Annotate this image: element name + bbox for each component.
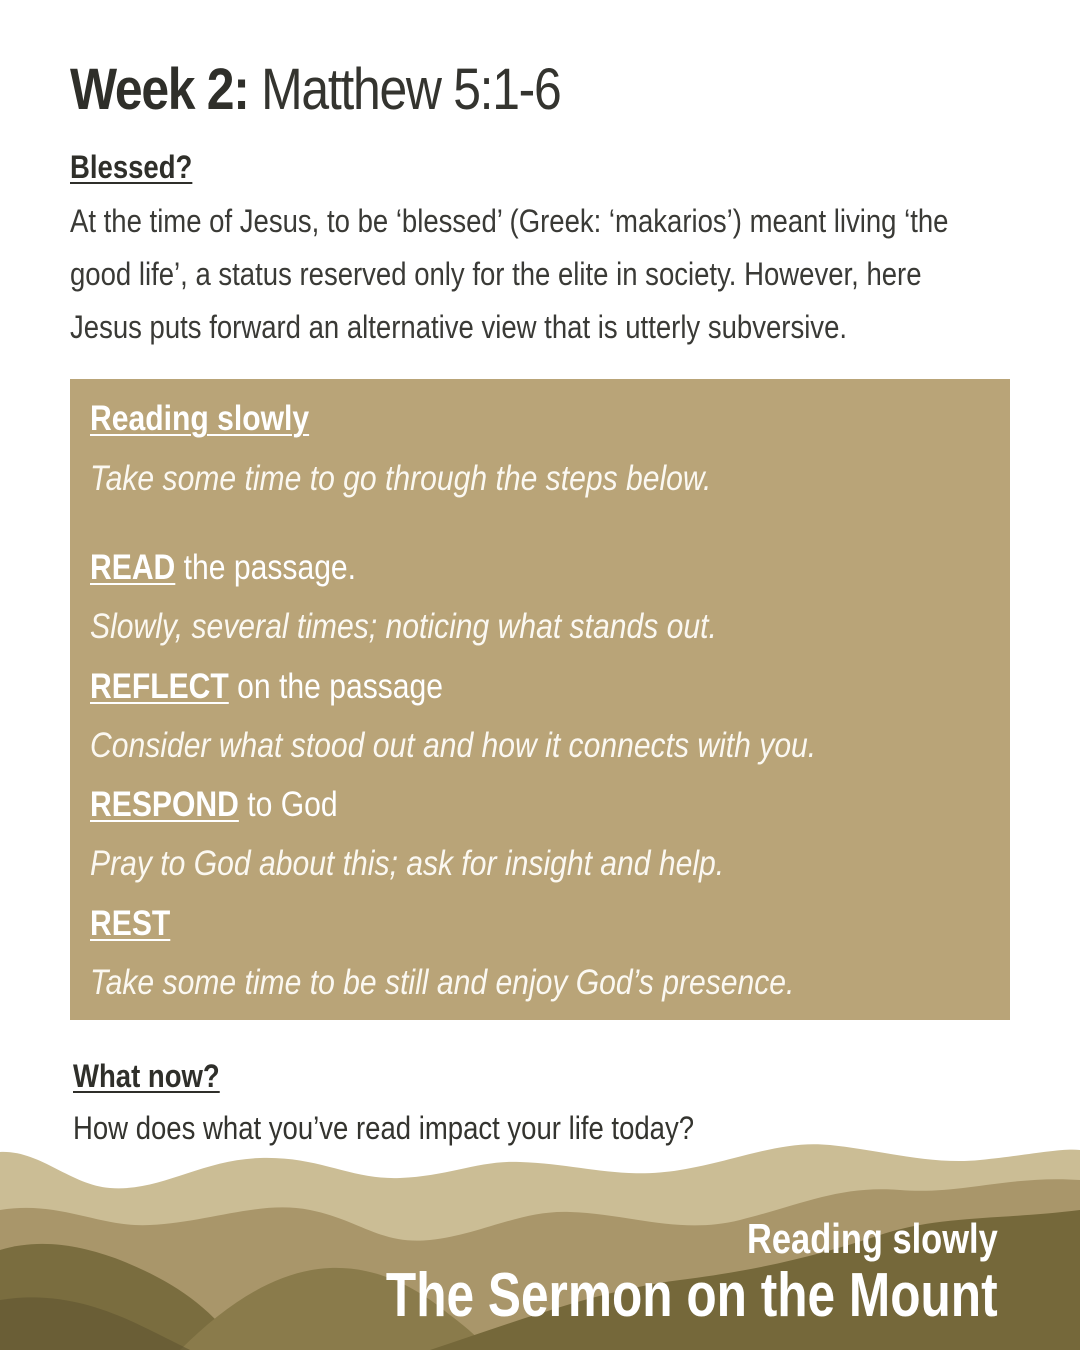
box-subtitle: Take some time to go through the steps below. [90,459,712,498]
intro-line: Jesus puts forward an alternative view that is utterly subversive. [70,309,848,345]
intro-line: good life’, a status reserved only for the elite in society. However, here [70,256,922,292]
box-heading-row [90,397,309,441]
intro-paragraph [70,195,1007,354]
passage-reference: Matthew 5:1-6 [248,57,561,122]
blessed-heading: Blessed? [70,149,193,185]
week-label: Week 2: [70,57,249,122]
footer-subtitle: Reading slowly [747,1215,998,1262]
step-description: Take some time to be still and enjoy God’s presence. [90,963,795,1002]
step-description: Slowly, several times; noticing what stands out. [90,607,717,646]
step-read [90,546,356,590]
step-description: Pray to God about this; ask for insight and help. [90,844,725,883]
step-keyword: REFLECT [90,667,229,706]
step-text: to God [238,785,338,824]
step-keyword: REST [90,904,171,943]
what-now-heading: What now? [73,1058,220,1094]
step-respond [90,783,338,827]
step-keyword: RESPOND [90,785,239,824]
intro-line: At the time of Jesus, to be ‘blessed’ (Greek: ‘makarios’) meant living ‘the [70,203,949,239]
step-keyword: READ [90,548,176,587]
reading-slowly-heading: Reading slowly [90,399,310,438]
step-rest [90,902,170,946]
step-reflect [90,665,443,709]
step-description: Consider what stood out and how it connects with you. [90,726,817,765]
page-title [70,52,560,128]
step-text: on the passage [228,667,444,706]
reading-slowly-box [70,379,1010,1020]
what-now-question: How does what you’ve read impact your life today? [73,1110,695,1146]
step-text: the passage. [175,548,357,587]
footer-title: The Sermon on the Mount [386,1261,998,1330]
